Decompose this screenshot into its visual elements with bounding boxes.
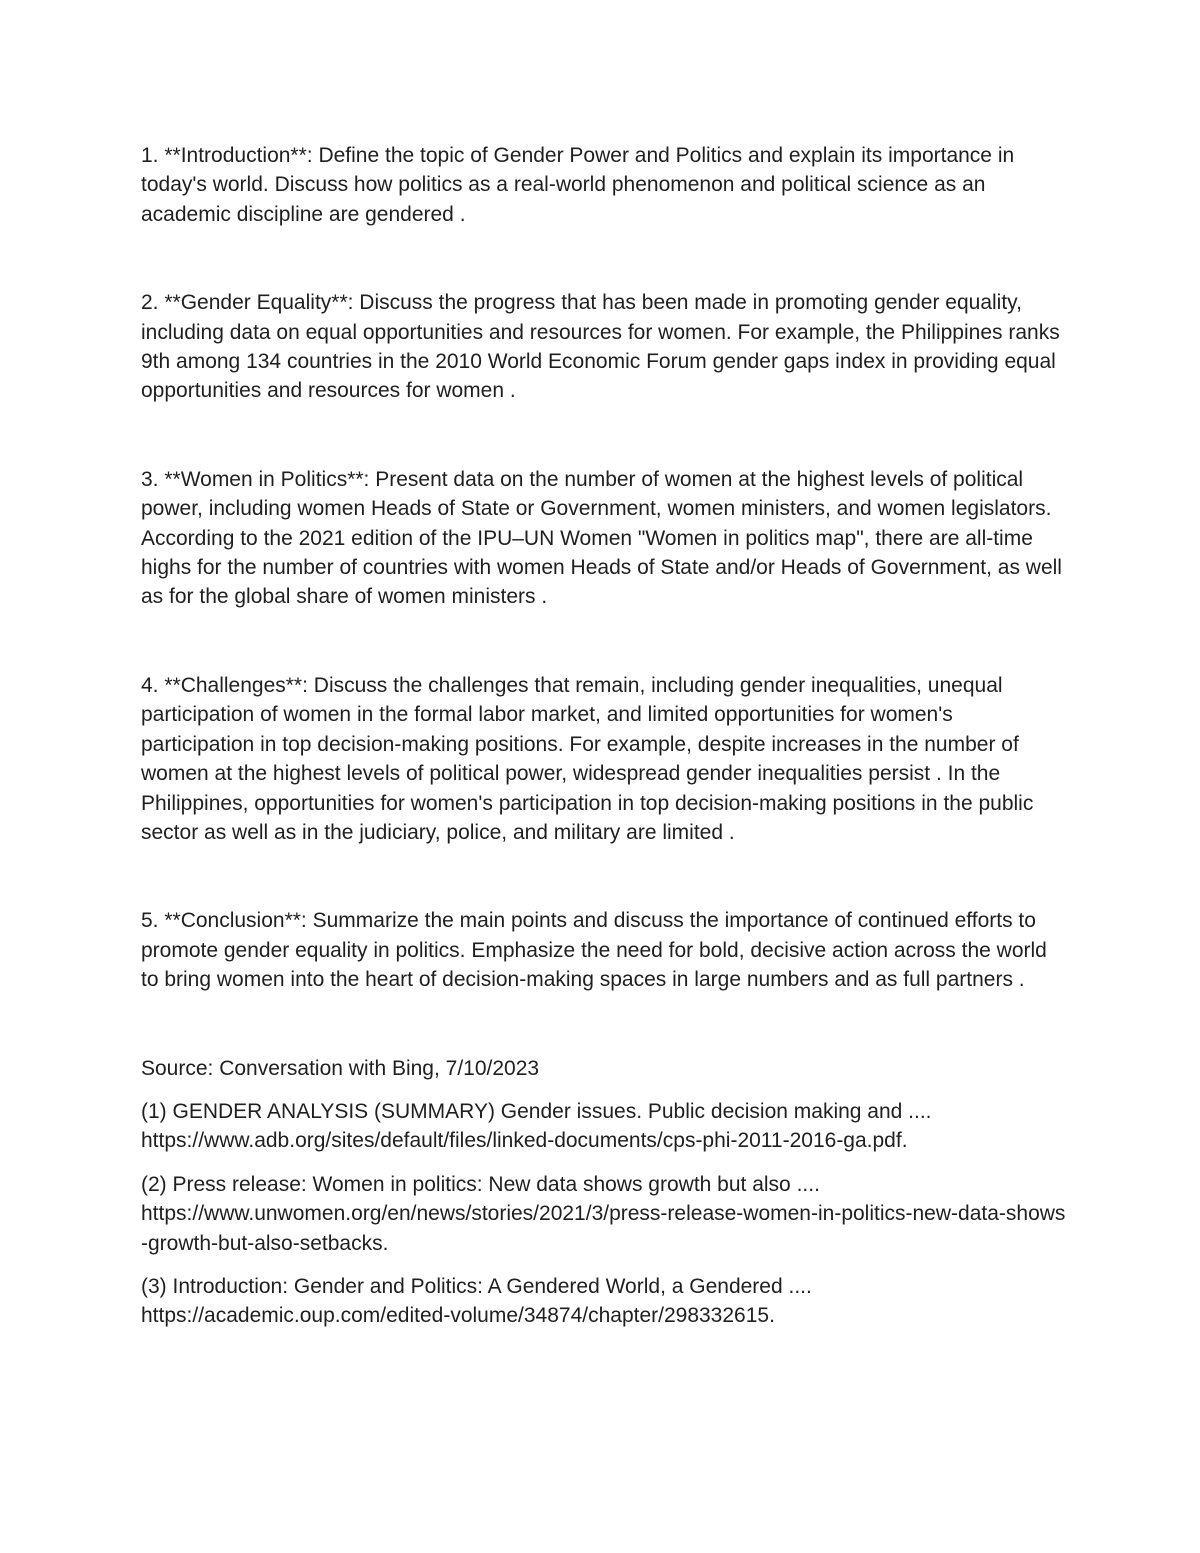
- source-line: Source: Conversation with Bing, 7/10/2023: [141, 1056, 540, 1080]
- reference-2: [141, 1170, 1066, 1258]
- reference-1: [141, 1097, 1066, 1156]
- document-body: [141, 141, 1066, 1345]
- section-gender-equality: 2. **Gender Equality**: Discuss the progress that has been made in promoting gender equality, including data on equal opportunities and resources for women. For example, the Philippines ranks 9th among 134 countries in the 2010 World Economic Forum gender gaps index in providing equal opportunities and resources for women .: [141, 291, 1060, 403]
- reference-3: [141, 1272, 1066, 1331]
- section-challenges: 4. **Challenges**: Discuss the challenges that remain, including gender inequalities, unequal participation of women in the formal labor market, and limited opportunities for women's participation in top decision-making positions. For example, despite increases in the number of women at the highest levels of political power, widespread gender inequalities persist . In the Philippines, opportunities for women's participation in top decision-making positions in the public sector as well as in the judiciary, police, and military are limited .: [141, 673, 1034, 844]
- reference-url[interactable]: https://academic.oup.com/edited-volume/34874/chapter/298332615.: [141, 1304, 775, 1328]
- section-introduction: 1. **Introduction**: Define the topic of Gender Power and Politics and explain its importance in today's world. Discuss how politics as a real-world phenomenon and political science as an academic discipline are gendered .: [141, 144, 1015, 226]
- section-women-in-politics: 3. **Women in Politics**: Present data on the number of women at the highest levels of political power, including women Heads of State or Government, women ministers, and women legislators. According to the 2021 edition of the IPU–UN Women "Women in politics map", there are all-time highs for the number of countries with women Heads of State and/or Heads of Government, as well as for the global share of women ministers .: [141, 467, 1062, 609]
- reference-title: (1) GENDER ANALYSIS (SUMMARY) Gender issues. Public decision making and ....: [141, 1099, 932, 1123]
- reference-url[interactable]: https://www.adb.org/sites/default/files/linked-documents/cps-phi-2011-2016-ga.pdf.: [141, 1129, 908, 1153]
- section-conclusion: 5. **Conclusion**: Summarize the main points and discuss the importance of continued efforts to promote gender equality in politics. Emphasize the need for bold, decisive action across the world to bring women into the heart of decision-making spaces in large numbers and as full partners .: [141, 909, 1047, 992]
- reference-title: (3) Introduction: Gender and Politics: A Gendered World, a Gendered ....: [141, 1274, 812, 1298]
- reference-url[interactable]: https://www.unwomen.org/en/news/stories/2021/3/press-release-women-in-politics-new-data-shows-growth-but-also-setbacks.: [141, 1202, 1066, 1255]
- reference-title: (2) Press release: Women in politics: New data shows growth but also ....: [141, 1172, 820, 1196]
